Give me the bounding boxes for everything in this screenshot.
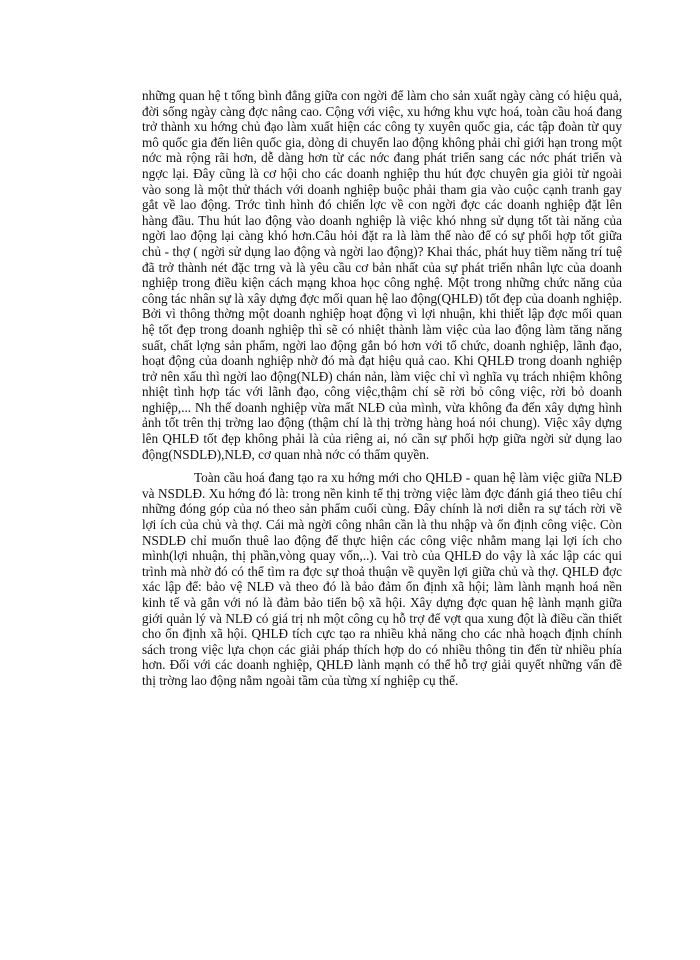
body-paragraph-2: Toàn cầu hoá đang tạo ra xu hớng mới cho QHLĐ - quan hệ làm việc giữa NLĐ và NSDLĐ. Xu hớng đó là: trong nền kinh tế thị trờng việc làm đợc đánh giá theo tiêu chí những đóng góp của nó theo sản phẩm cuối cùng. Đây chính là nơi diễn ra sự tách rời về lợi ích của chủ và thợ. Cái mà ngời công nhân cần là thu nhập và ổn định công việc. Còn NSDLĐ chỉ muốn thuê lao động để thực hiện các công việc nhằm mang lại lợi ích cho mình(lợi nhuận, thị phần,vòng quay vốn,..). Vai trò của QHLĐ do vậy là xác lập các qui trình mà nhờ đó có thể tìm ra đợc sự thoả thuận về quyền lợi giữa chủ và thợ. QHLĐ đợc xác lập để: bảo vệ NLĐ và theo đó là bảo đảm ổn định xã hội; làm lành mạnh hoá nền kinh tế và gắn với nó là đảm bảo tiến bộ xã hội. Xây dựng đợc quan hệ lành mạnh giữa giới quản lý và NLĐ có giá trị nh một công cụ hỗ trợ để vợt qua xung đột là điều cần thiết cho ổn định xã hội. QHLĐ tích cực tạo ra nhiều khả năng cho các nhà hoạch định chính sách trong việc lựa chọn các giải pháp thích hợp do có nhiều thông tin đến từ nhiều phía hơn. Đối với các doanh nghiệp, QHLĐ lành mạnh có thể hỗ trợ giải quyết những vấn đề thị trờng lao động nằm ngoài tầm của từng xí nghiệp cụ thể.: [142, 470, 622, 688]
document-page: [142, 88, 622, 689]
body-paragraph-1: những quan hệ t tổng bình đẳng giữa con ngời để làm cho sản xuất ngày càng có hiệu quả, đời sống ngày càng đợc nâng cao. Cộng với việc, xu hớng khu vực hoá, toàn cầu hoá đang trở thành xu hớng chủ đạo làm xuất hiện các công ty xuyên quốc gia, các tập đoàn từ quy mô quốc gia đến liên quốc gia, dòng di chuyển lao động không phải chỉ giới hạn trong một nớc mà rộng rãi hơn, dễ dàng hơn từ các nớc đang phát triển sang các nớc phát triển và ngợc lại. Đây cũng là cơ hội cho các doanh nghiệp thu hút đợc chuyên gia giỏi từ ngoài vào song là một thử thách với doanh nghiệp buộc phải tham gia vào cuộc cạnh tranh gay gắt về lao động. Trớc tình hình đó chiến lợc về con ngời đợc các doanh nghiệp đặt lên hàng đầu. Thu hút lao động vào doanh nghiệp là việc khó nhng sử dụng tốt tài năng của ngời lao động lại càng khó hơn.Câu hỏi đặt ra là làm thế nào để có sự phối hợp tốt giữa chủ - thợ ( ngời sử dụng lao động và ngời lao động)? Khai thác, phát huy tiềm năng trí tuệ đã trở thành nét đặc trng và là yêu cầu cơ bản nhất của sự phát triển nhân lực của doanh nghiệp trong điều kiện cách mạng khoa học công nghệ. Một trong những chức năng của công tác nhân sự là xây dựng đợc mối quan hệ lao động(QHLĐ) tốt đẹp của doanh nghiệp. Bởi vì thông thờng một doanh nghiệp hoạt động vì lợi nhuận, khi thiết lập đợc mối quan hệ tốt đẹp trong doanh nghiệp thì sẽ có nhiệt thành làm việc của lao động làm tăng năng suất, chất lợng sản phẩm, ngời lao động gắn bó hơn với tổ chức, doanh nghiệp, lãnh đạo, hoạt động của doanh nghiệp nhờ đó mà đạt hiệu quả cao. Khi QHLĐ trong doanh nghiệp trở nên xấu thì ngời lao động(NLĐ) chán nản, làm việc chỉ vì nghĩa vụ trách nhiệm không nhiệt tình hợp tác với lãnh đạo, công việc,thậm chí sẽ rời bỏ công việc, rời bỏ doanh nghiệp,... Nh thế doanh nghiệp vừa mất NLĐ của mình, vừa không đa đến xây dựng hình ảnh tốt trên thị trờng lao động (thậm chí là thị trờng hàng hoá nói chung). Việc xây dựng lên QHLĐ tốt đẹp không phải là của riêng ai, nó cần sự phối hợp giữa ngời sử dụng lao động(NSDLĐ),NLĐ, cơ quan nhà nớc có thẩm quyền.: [142, 88, 622, 462]
